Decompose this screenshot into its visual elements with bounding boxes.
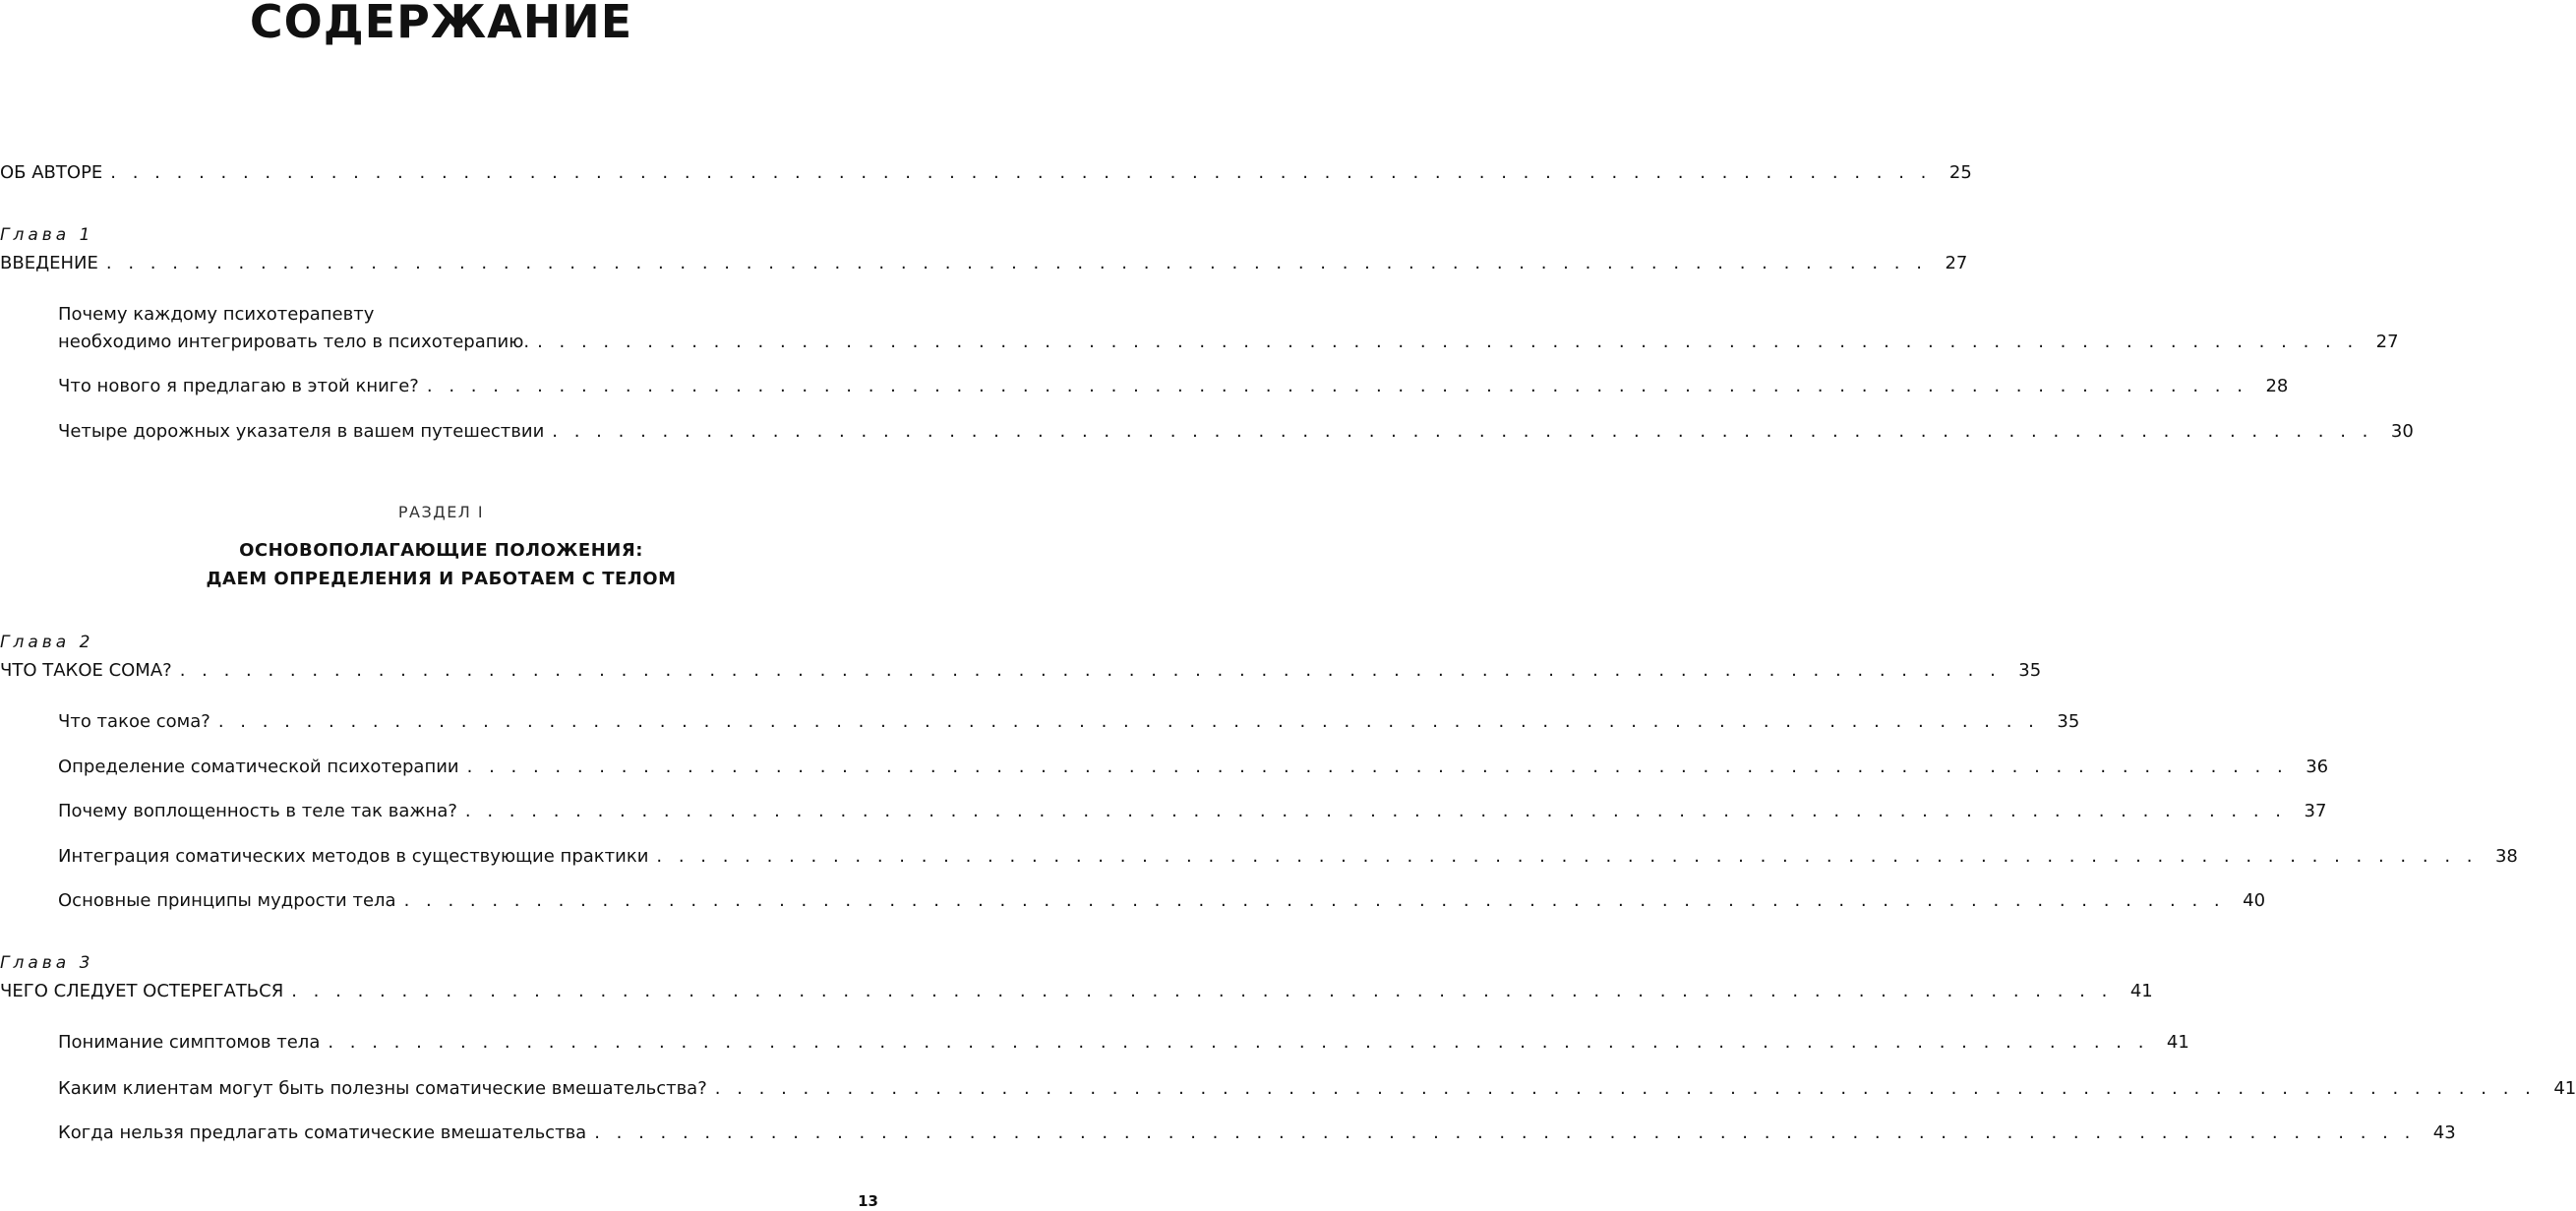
toc-entry-page: 41: [2553, 1078, 2576, 1099]
toc-subentry: [58, 846, 2518, 868]
section-title-line2: ДАЕМ ОПРЕДЕЛЕНИЯ И РАБОТАЕМ С ТЕЛОМ: [206, 569, 677, 589]
toc-leader-dots: . . . . . . . . . . . . . . . . . . . . . . . . . . . . . . . . . . . . . . . . . . . . . . . . . . . . . . . . . . . . . . . . . . . . . . . . . . . . . . . . . . .: [466, 757, 2289, 777]
toc-leader-dots: . . . . . . . . . . . . . . . . . . . . . . . . . . . . . . . . . . . . . . . . . . . . . . . . . . . . . . . . . . . . . . . . . . . . . . . . . . . . . . . . . . .: [426, 376, 2248, 396]
toc-entry-title: Каким клиентам могут быть полезны соматические вмешательства?: [58, 1078, 707, 1099]
toc-entry-title: ЧТО ТАКОЕ СОМА?: [0, 660, 172, 681]
toc-entry-title: ЧЕГО СЛЕДУЕТ ОСТЕРЕГАТЬСЯ: [0, 981, 284, 1001]
toc-leader-dots: . . . . . . . . . . . . . . . . . . . . . . . . . . . . . . . . . . . . . . . . . . . . . . . . . . . . . . . . . . . . . . . . . . . . . . . . . . . . . . . . . . .: [537, 332, 2359, 352]
toc-entry-page: 43: [2432, 1122, 2456, 1143]
toc-entry-page: 38: [2494, 846, 2518, 867]
toc-subentry: [58, 711, 2080, 733]
toc-leader-dots: . . . . . . . . . . . . . . . . . . . . . . . . . . . . . . . . . . . . . . . . . . . . . . . . . . . . . . . . . . . . . . . . . . . . . . . . . . . . . . . . . . .: [403, 890, 2226, 911]
toc-entry-page: 37: [2304, 801, 2327, 821]
toc-leader-dots: . . . . . . . . . . . . . . . . . . . . . . . . . . . . . . . . . . . . . . . . . . . . . . . . . . . . . . . . . . . . . . . . . . . . . . . . . . . . . . . . . . .: [552, 421, 2373, 442]
toc-entry-page: 35: [2057, 711, 2080, 732]
chapter-2-label: Глава 2: [0, 633, 94, 652]
toc-entry-page: 41: [2166, 1032, 2189, 1053]
toc-entry-about: [0, 162, 1972, 184]
toc-entry-title: необходимо интегрировать тело в психотерапию.: [58, 332, 530, 352]
toc-subentry: [58, 1032, 2189, 1054]
toc-entry-page: 41: [2129, 981, 2153, 1001]
toc-subentry: [58, 890, 2266, 912]
toc-entry-chapter-3: [0, 981, 2153, 1002]
toc-subentry: [58, 801, 2327, 822]
toc-entry-title: Что нового я предлагаю в этой книге?: [58, 376, 419, 396]
toc-entry-chapter-1: [0, 253, 1968, 274]
toc-entry-title: ВВЕДЕНИЕ: [0, 253, 98, 273]
toc-entry-title: Когда нельзя предлагать соматические вмешательства: [58, 1122, 587, 1143]
toc-subentry-line1: Почему каждому психотерапевту: [58, 304, 375, 325]
toc-entry-page: 36: [2306, 757, 2329, 777]
page-title: СОДЕРЖАНИЕ: [249, 0, 633, 48]
toc-entry-page: 27: [2375, 332, 2399, 352]
toc-entry-page: 35: [2018, 660, 2042, 681]
toc-entry-chapter-2: [0, 660, 2042, 682]
toc-entry-page: 40: [2243, 890, 2266, 911]
toc-leader-dots: . . . . . . . . . . . . . . . . . . . . . . . . . . . . . . . . . . . . . . . . . . . . . . . . . . . . . . . . . . . . . . . . . . . . . . . . . . . . . . . . . . .: [110, 162, 1932, 183]
toc-leader-dots: . . . . . . . . . . . . . . . . . . . . . . . . . . . . . . . . . . . . . . . . . . . . . . . . . . . . . . . . . . . . . . . . . . . . . . . . . . . . . . . . . . .: [105, 253, 1928, 273]
chapter-3-label: Глава 3: [0, 953, 94, 973]
toc-leader-dots: . . . . . . . . . . . . . . . . . . . . . . . . . . . . . . . . . . . . . . . . . . . . . . . . . . . . . . . . . . . . . . . . . . . . . . . . . . . . . . . . . . .: [291, 981, 2113, 1001]
toc-leader-dots: . . . . . . . . . . . . . . . . . . . . . . . . . . . . . . . . . . . . . . . . . . . . . . . . . . . . . . . . . . . . . . . . . . . . . . . . . . . . . . . . . . .: [217, 711, 2040, 732]
toc-entry-title: Что такое сома?: [58, 711, 210, 732]
toc-subentry: [58, 1078, 2576, 1100]
section-title-line1: ОСНОВОПОЛАГАЮЩИЕ ПОЛОЖЕНИЯ:: [239, 540, 643, 561]
toc-entry-title: Основные принципы мудрости тела: [58, 890, 396, 911]
toc-entry-page: 30: [2390, 421, 2414, 442]
toc-subentry: [58, 332, 2399, 353]
toc-entry-title: Понимание симптомов тела: [58, 1032, 321, 1053]
chapter-1-label: Глава 1: [0, 225, 94, 245]
toc-subentry: [58, 1122, 2456, 1144]
toc-entry-title: Четыре дорожных указателя в вашем путешествии: [58, 421, 545, 442]
toc-entry-page: 25: [1948, 162, 1972, 183]
toc-leader-dots: . . . . . . . . . . . . . . . . . . . . . . . . . . . . . . . . . . . . . . . . . . . . . . . . . . . . . . . . . . . . . . . . . . . . . . . . . . . . . . . . . . .: [656, 846, 2478, 867]
toc-entry-title: ОБ АВТОРЕ: [0, 162, 103, 183]
toc-leader-dots: . . . . . . . . . . . . . . . . . . . . . . . . . . . . . . . . . . . . . . . . . . . . . . . . . . . . . . . . . . . . . . . . . . . . . . . . . . . . . . . . . . .: [464, 801, 2287, 821]
toc-subentry: [58, 376, 2289, 397]
toc-entry-title: Определение соматической психотерапии: [58, 757, 459, 777]
section-label: РАЗДЕЛ I: [397, 503, 485, 521]
toc-subentry: [58, 421, 2414, 443]
toc-subentry: [58, 757, 2329, 778]
toc-leader-dots: . . . . . . . . . . . . . . . . . . . . . . . . . . . . . . . . . . . . . . . . . . . . . . . . . . . . . . . . . . . . . . . . . . . . . . . . . . . . . . . . . . .: [714, 1078, 2537, 1099]
toc-entry-title: Интеграция соматических методов в существующие практики: [58, 846, 649, 867]
toc-leader-dots: . . . . . . . . . . . . . . . . . . . . . . . . . . . . . . . . . . . . . . . . . . . . . . . . . . . . . . . . . . . . . . . . . . . . . . . . . . . . . . . . . . .: [179, 660, 2002, 681]
toc-entry-page: 28: [2265, 376, 2289, 396]
toc-entry-title: Почему воплощенность в теле так важна?: [58, 801, 457, 821]
toc-leader-dots: . . . . . . . . . . . . . . . . . . . . . . . . . . . . . . . . . . . . . . . . . . . . . . . . . . . . . . . . . . . . . . . . . . . . . . . . . . . . . . . . . . .: [328, 1032, 2149, 1053]
page-number: 13: [858, 1192, 878, 1210]
toc-leader-dots: . . . . . . . . . . . . . . . . . . . . . . . . . . . . . . . . . . . . . . . . . . . . . . . . . . . . . . . . . . . . . . . . . . . . . . . . . . . . . . . . . . .: [594, 1122, 2416, 1143]
toc-entry-page: 27: [1945, 253, 1968, 273]
